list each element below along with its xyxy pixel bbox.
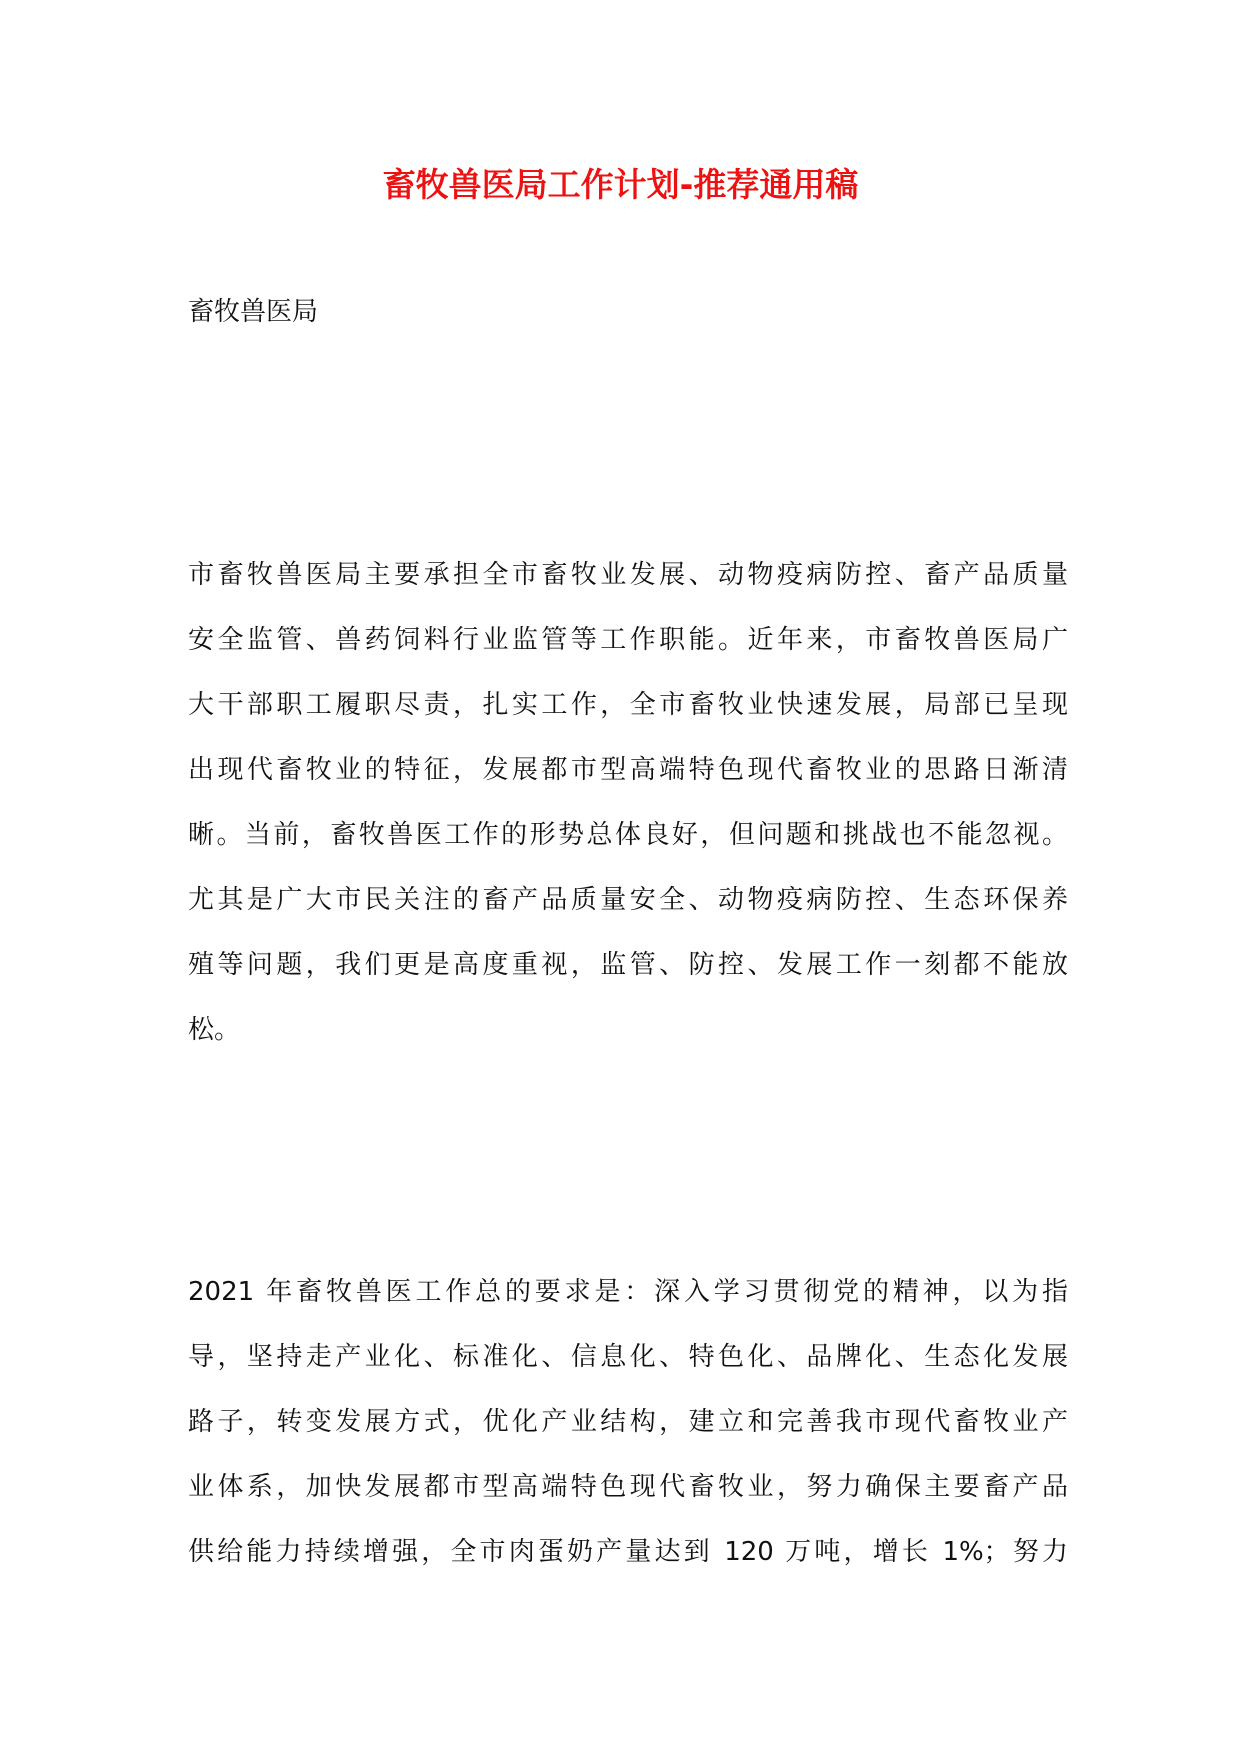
- paragraph-line: 松。: [188, 1015, 241, 1045]
- paragraph-1: [188, 543, 1068, 1063]
- paragraph-2: [188, 1260, 1068, 1585]
- paragraph-line: 供给能力持续增强，全市肉蛋奶产量达到 120 万吨，增长 1%；努力: [188, 1537, 1068, 1567]
- paragraph-line: 路子，转变发展方式，优化产业结构，建立和完善我市现代畜牧业产: [188, 1407, 1068, 1437]
- paragraph-line: 业体系，加快发展都市型高端特色现代畜牧业，努力确保主要畜产品: [188, 1472, 1068, 1502]
- paragraph-line: 殖等问题，我们更是高度重视，监管、防控、发展工作一刻都不能放: [188, 950, 1068, 980]
- paragraph-line: 晰。当前，畜牧兽医工作的形势总体良好，但问题和挑战也不能忽视。: [188, 820, 1068, 850]
- paragraph-line: 2021 年畜牧兽医工作总的要求是：深入学习贯彻党的精神，以为指: [188, 1277, 1068, 1307]
- paragraph-line: 出现代畜牧业的特征，发展都市型高端特色现代畜牧业的思路日渐清: [188, 755, 1068, 785]
- paragraph-line: 导，坚持走产业化、标准化、信息化、特色化、品牌化、生态化发展: [188, 1342, 1068, 1372]
- paragraph-line: 市畜牧兽医局主要承担全市畜牧业发展、动物疫病防控、畜产品质量: [188, 560, 1068, 590]
- paragraph-line: 大干部职工履职尽责，扎实工作，全市畜牧业快速发展，局部已呈现: [188, 690, 1068, 720]
- document-author: 畜牧兽医局: [188, 297, 319, 327]
- paragraph-line: 安全监管、兽药饲料行业监管等工作职能。近年来，市畜牧兽医局广: [188, 625, 1068, 655]
- document-title: 畜牧兽医局工作计划-推荐通用稿: [382, 165, 859, 204]
- paragraph-line: 尤其是广大市民关注的畜产品质量安全、动物疫病防控、生态环保养: [188, 885, 1068, 915]
